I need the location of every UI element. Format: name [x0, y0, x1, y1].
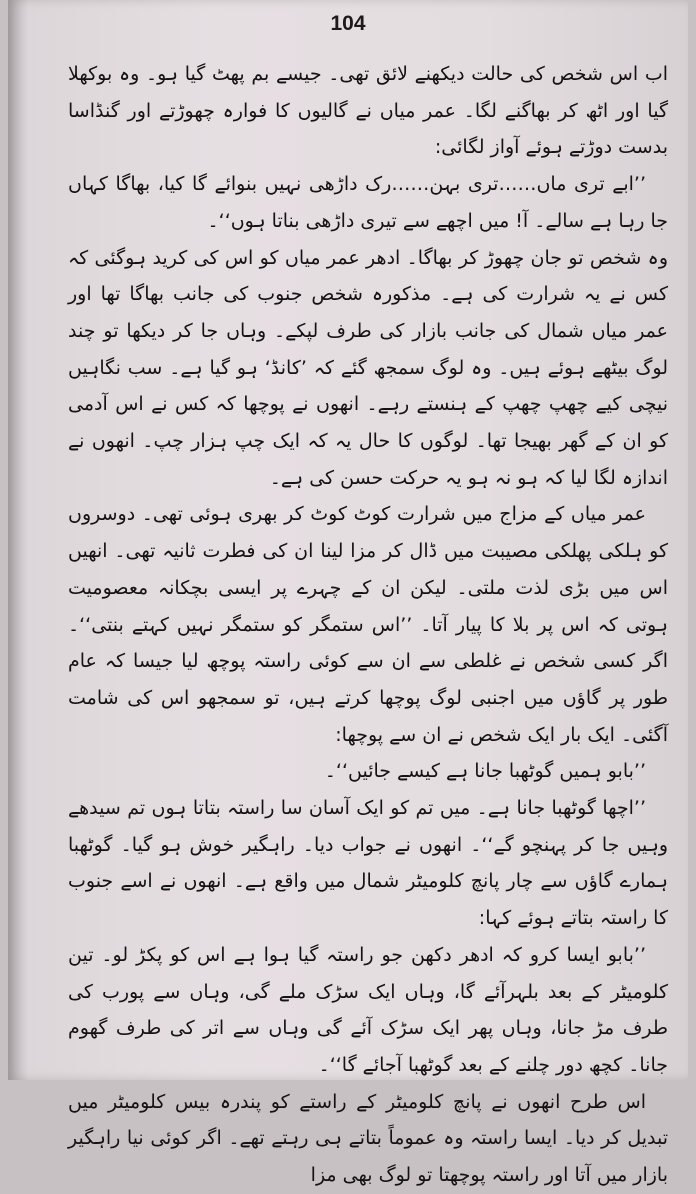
paragraph: ’’اچھا گوٹھبا جانا ہے۔ میں تم کو ایک آسان سا راستہ بتاتا ہوں تم سیدھے وہیں جا کر پہنچو گے‘‘۔ انھوں نے جواب دیا۔ راہگیر خوش ہو گیا۔ گوٹھبا ہمارے گاؤں سے چار پانچ کلومیٹر شمال میں واقع ہے۔ انھوں نے اسے جنوب کا راستہ بتاتے ہوئے کہا:	[68, 797, 668, 930]
paragraph: ’’بابو ایسا کرو کہ ادھر دکھن جو راستہ گیا ہوا ہے اس کو پکڑ لو۔ تین کلومیٹر کے بعد بلہرآئے گا، وہاں ایک سڑک ملے گی، وہاں سے پورب کی طرف مڑ جانا، وہاں پھر ایک سڑک آئے گی وہاں سے اتر کی طرف گھوم جانا۔ کچھ دور چلنے کے بعد گوٹھبا آجائے گا‘‘۔	[68, 943, 668, 1076]
paragraph: عمر میاں کے مزاج میں شرارت کوٹ کوٹ کر بھری ہوئی تھی۔ دوسروں کو ہلکی پھلکی مصیبت میں ڈال کر مزا لینا ان کی فطرت ثانیہ تھی۔ انھیں اس میں بڑی لذت ملتی۔ لیکن ان کے چہرے پر ایسی بچکانہ معصومیت ہوتی کہ اس پر بلا کا پیار آتا۔ ’’اس ستمگر کو ستمگر نہیں کہتے بنتی‘‘۔ اگر کسی شخص نے غلطی سے ان سے کوئی راستہ پوچھ لیا جیسا کہ عام طور پر گاؤں میں اجنبی لوگ پوچھا کرتے ہیں، تو سمجھو اس کی شامت آگئی۔ ایک بار ایک شخص نے ان سے پوچھا:	[68, 503, 668, 746]
paragraph: اس طرح انھوں نے پانچ کلومیٹر کے راستے کو پندرہ بیس کلومیٹر میں تبدیل کر دیا۔ ایسا راستہ وہ عموماً بتاتے ہی رہتے تھے۔ اگر کوئی نیا راہگیر بازار میں آتا اور راستہ پوچھتا تو لوگ بھی مزا	[68, 1090, 668, 1187]
paragraph: اب اس شخص کی حالت دیکھنے لائق تھی۔ جیسے بم پھٹ گیا ہو۔ وہ بوکھلا گیا اور اٹھ کر بھاگنے لگا۔ عمر میاں نے گالیوں کا فوارہ چھوڑتے اور گنڈاسا بدست دوڑتے ہوئے آواز لگائی:	[68, 63, 668, 159]
page-number: 104	[330, 12, 366, 35]
paragraph: وہ شخص تو جان چھوڑ کر بھاگا۔ ادھر عمر میاں کو اس کی کرید ہوگئی کہ کس نے یہ شرارت کی ہے۔ مذکورہ شخص جنوب کی جانب بھاگا تھا اور عمر میاں شمال کی جانب بازار کی طرف لپکے۔ وہاں جا کر دیکھا تو چند لوگ بیٹھے ہوئے ہیں۔ وہ لوگ سمجھ گئے کہ ’کانڈ‘ ہو گیا ہے۔ سب نگاہیں نیچی کیے چھپ چھپ کے ہنستے رہے۔ انھوں نے پوچھا کہ کس نے اس آدمی کو ان کے گھر بھیجا تھا۔ لوگوں کا حال یہ کہ ایک چپ ہزار چپ۔ انھوں نے اندازہ لگا لیا کہ ہو نہ ہو یہ حرکت حسن کی ہے۔	[68, 246, 668, 489]
book-page	[8, 0, 688, 1187]
paragraph: ’’بابو ہمیں گوٹھبا جانا ہے کیسے جائیں‘‘۔	[324, 760, 646, 783]
body-text	[68, 56, 668, 1194]
paragraph: ’’ابے تری ماں……تری بہن……رک داڑھی نہیں بنوائے گا کیا، بھاگا کہاں جا رہا ہے سالے۔ آ! میں اچھے سے تیری داڑھی بناتا ہوں‘‘۔	[68, 173, 668, 232]
